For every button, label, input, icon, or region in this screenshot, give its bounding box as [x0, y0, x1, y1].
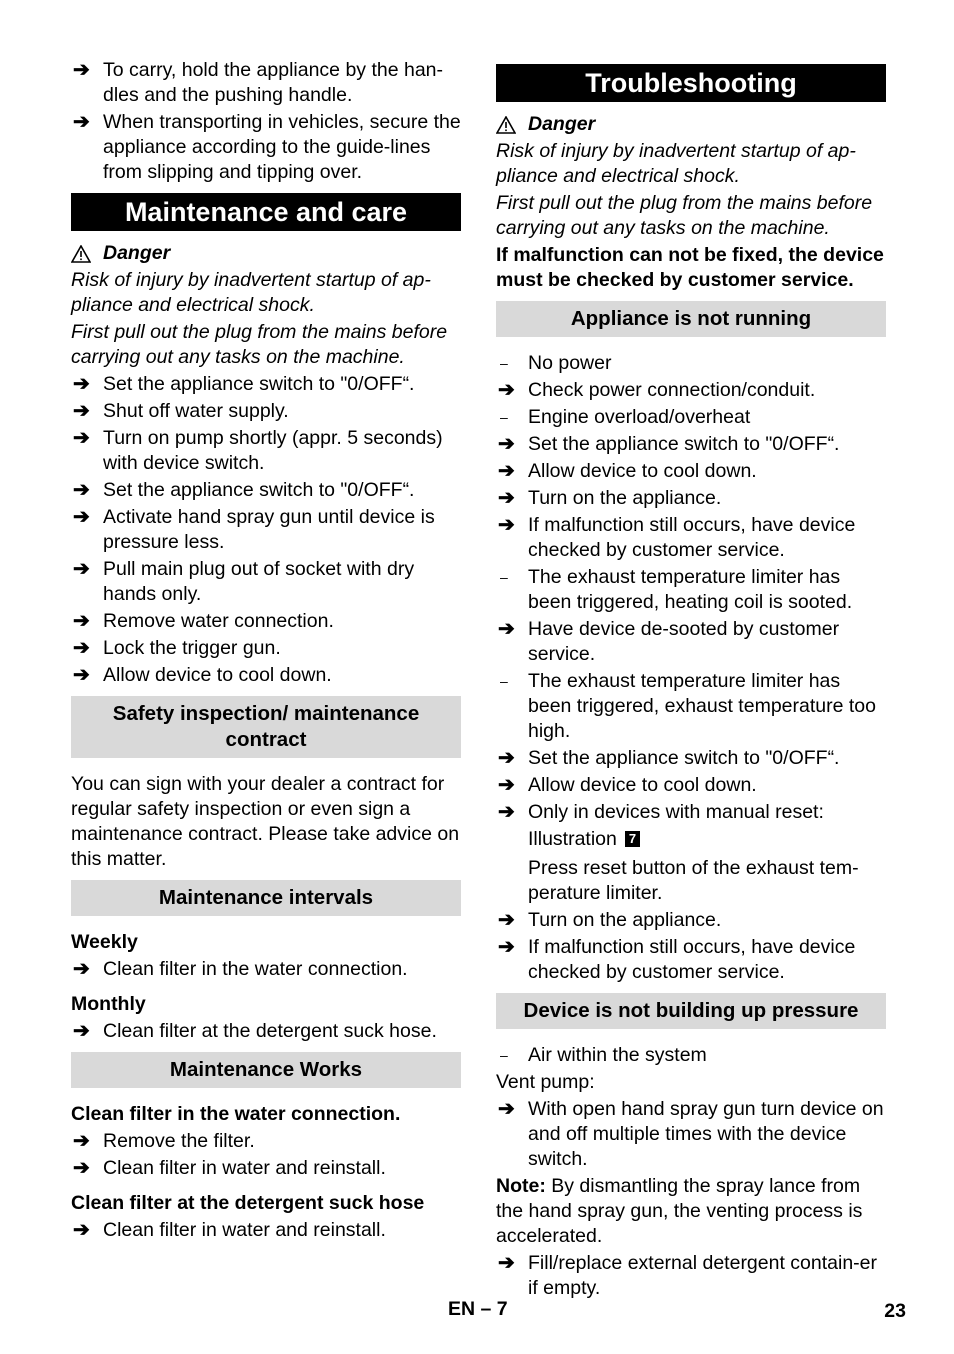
dash-icon: –	[500, 569, 508, 585]
arrow-icon: ➔	[73, 637, 90, 659]
arrow-icon: ➔	[73, 1157, 90, 1179]
arrow-icon: ➔	[498, 379, 515, 401]
list-item: ➔ Turn on pump shortly (appr. 5 seconds) with device switch.	[73, 427, 443, 474]
pressure-heading: Device is not building up pressure	[496, 993, 886, 1029]
note-text: By dismantling the spray lance from the hand spray gun, the venting process is accelerated.	[496, 1175, 863, 1247]
arrow-icon: ➔	[498, 618, 515, 640]
list-item: ➔ Clean filter in water and reinstall.	[73, 1219, 386, 1241]
arrow-icon: ➔	[73, 1130, 90, 1152]
arrow-icon: ➔	[73, 111, 90, 133]
danger-text: Risk of injury by inadvertent startup of ap-pliance and electrical shock.	[496, 140, 856, 187]
list-item: ➔ Remove the filter.	[73, 1130, 255, 1152]
note-label: Note:	[496, 1175, 546, 1197]
works-subheading: Clean filter at the detergent suck hose	[71, 1192, 425, 1214]
illustration-ref: Illustration 7	[496, 827, 886, 852]
arrow-icon: ➔	[73, 664, 90, 686]
list-item: ➔ Set the appliance switch to "0/OFF“.	[498, 433, 840, 455]
list-item: – No power	[500, 352, 612, 374]
monthly-label: Monthly	[71, 993, 146, 1015]
list-item: ➔ Lock the trigger gun.	[73, 637, 281, 659]
arrow-icon: ➔	[73, 958, 90, 980]
note	[496, 1174, 886, 1249]
list-item: ➔ Allow device to cool down.	[498, 774, 757, 796]
danger-text: First pull out the plug from the mains before carrying out any tasks on the machine.	[71, 321, 448, 368]
arrow-icon: ➔	[498, 909, 515, 931]
not-running-list	[496, 351, 886, 825]
danger-label: Danger	[71, 241, 461, 266]
danger-text: First pull out the plug from the mains before carrying out any tasks on the machine.	[496, 192, 873, 239]
arrow-icon: ➔	[498, 514, 515, 536]
warning-icon	[496, 116, 516, 134]
arrow-icon: ➔	[498, 774, 515, 796]
list-item: ➔ When transporting in vehicles, secure the appliance according to the guide-lines from slipping and tipping over.	[73, 111, 461, 183]
list-item: ➔ Set the appliance switch to "0/OFF“.	[73, 373, 415, 395]
list-item: – The exhaust temperature limiter has been triggered, exhaust temperature too high.	[500, 670, 876, 742]
list-item: – Engine overload/overheat	[500, 406, 751, 428]
danger-text: Risk of injury by inadvertent startup of ap-pliance and electrical shock.	[71, 269, 431, 316]
arrow-icon: ➔	[73, 59, 90, 81]
list-item: ➔ Fill/replace external detergent contain-er if empty.	[498, 1252, 878, 1299]
warning-icon	[71, 245, 91, 263]
arrow-icon: ➔	[73, 1219, 90, 1241]
arrow-icon: ➔	[498, 487, 515, 509]
arrow-icon: ➔	[498, 460, 515, 482]
reset-text: Press reset button of the exhaust tem-perature limiter.	[528, 857, 859, 904]
arrow-icon: ➔	[498, 1098, 515, 1120]
list-item: ➔ Pull main plug out of socket with dry hands only.	[73, 558, 415, 605]
arrow-icon: ➔	[73, 479, 90, 501]
list-item: ➔ Allow device to cool down.	[498, 460, 757, 482]
list-item: ➔ Set the appliance switch to "0/OFF“.	[73, 479, 415, 501]
danger-note: If malfunction can not be fixed, the device must be checked by customer service.	[496, 244, 884, 291]
left-column	[71, 58, 461, 1245]
list-item: ➔ Check power connection/conduit.	[498, 379, 816, 401]
list-item: ➔ Clean filter at the detergent suck hose.	[73, 1020, 437, 1042]
safety-heading: Safety inspection/ maintenance contract	[71, 696, 461, 758]
dash-icon: –	[500, 355, 508, 371]
dash-icon: –	[500, 409, 508, 425]
arrow-icon: ➔	[498, 801, 515, 823]
not-running-heading: Appliance is not running	[496, 301, 886, 337]
arrow-icon: ➔	[73, 610, 90, 632]
vent-label: Vent pump:	[496, 1071, 595, 1093]
list-item: ➔ Set the appliance switch to "0/OFF“.	[498, 747, 840, 769]
footer-section-label: EN – 7	[448, 1298, 508, 1320]
safety-text: You can sign with your dealer a contract for regular safety inspection or even sign a maintenance contract. Please take advice on this matter.	[71, 773, 460, 870]
works-subheading: Clean filter in the water connection.	[71, 1103, 401, 1125]
arrow-icon: ➔	[498, 747, 515, 769]
list-item: ➔ Have device de-sooted by customer service.	[498, 618, 840, 665]
list-item: ➔ Remove water connection.	[73, 610, 334, 632]
list-item: ➔ Clean filter in the water connection.	[73, 958, 408, 980]
arrow-icon: ➔	[73, 558, 90, 580]
arrow-icon: ➔	[498, 936, 515, 958]
list-item: ➔ Turn on the appliance.	[498, 909, 722, 931]
troubleshooting-heading: Troubleshooting	[496, 64, 886, 102]
illustration-number-badge: 7	[625, 831, 640, 847]
list-item: – Air within the system	[500, 1044, 707, 1066]
arrow-icon: ➔	[73, 427, 90, 449]
arrow-icon: ➔	[498, 433, 515, 455]
page-number: 23	[884, 1300, 906, 1322]
maintenance-heading: Maintenance and care	[71, 193, 461, 231]
list-item: ➔ Shut off water supply.	[73, 400, 289, 422]
arrow-icon: ➔	[73, 373, 90, 395]
arrow-icon: ➔	[73, 400, 90, 422]
arrow-icon: ➔	[73, 506, 90, 528]
list-item: ➔ With open hand spray gun turn device on and off multiple times with the device switch.	[498, 1098, 884, 1170]
dash-icon: –	[500, 1047, 508, 1063]
dash-icon: –	[500, 673, 508, 689]
arrow-icon: ➔	[73, 1020, 90, 1042]
danger-label: Danger	[496, 112, 886, 137]
right-column	[496, 58, 886, 1303]
list-item: – The exhaust temperature limiter has been triggered, heating coil is sooted.	[500, 566, 853, 613]
arrow-icon: ➔	[498, 1252, 515, 1274]
list-item: ➔ Only in devices with manual reset:	[498, 801, 824, 823]
list-item: ➔ To carry, hold the appliance by the han-dles and the pushing handle.	[73, 59, 444, 106]
list-item: ➔ Clean filter in water and reinstall.	[73, 1157, 386, 1179]
list-item: ➔ If malfunction still occurs, have device checked by customer service.	[498, 936, 856, 983]
list-item: ➔ If malfunction still occurs, have device checked by customer service.	[498, 514, 856, 561]
list-item: ➔ Turn on the appliance.	[498, 487, 722, 509]
intervals-heading: Maintenance intervals	[71, 880, 461, 916]
list-item: ➔ Activate hand spray gun until device is pressure less.	[73, 506, 435, 553]
weekly-label: Weekly	[71, 931, 138, 953]
works-heading: Maintenance Works	[71, 1052, 461, 1088]
list-item: ➔ Allow device to cool down.	[73, 664, 332, 686]
